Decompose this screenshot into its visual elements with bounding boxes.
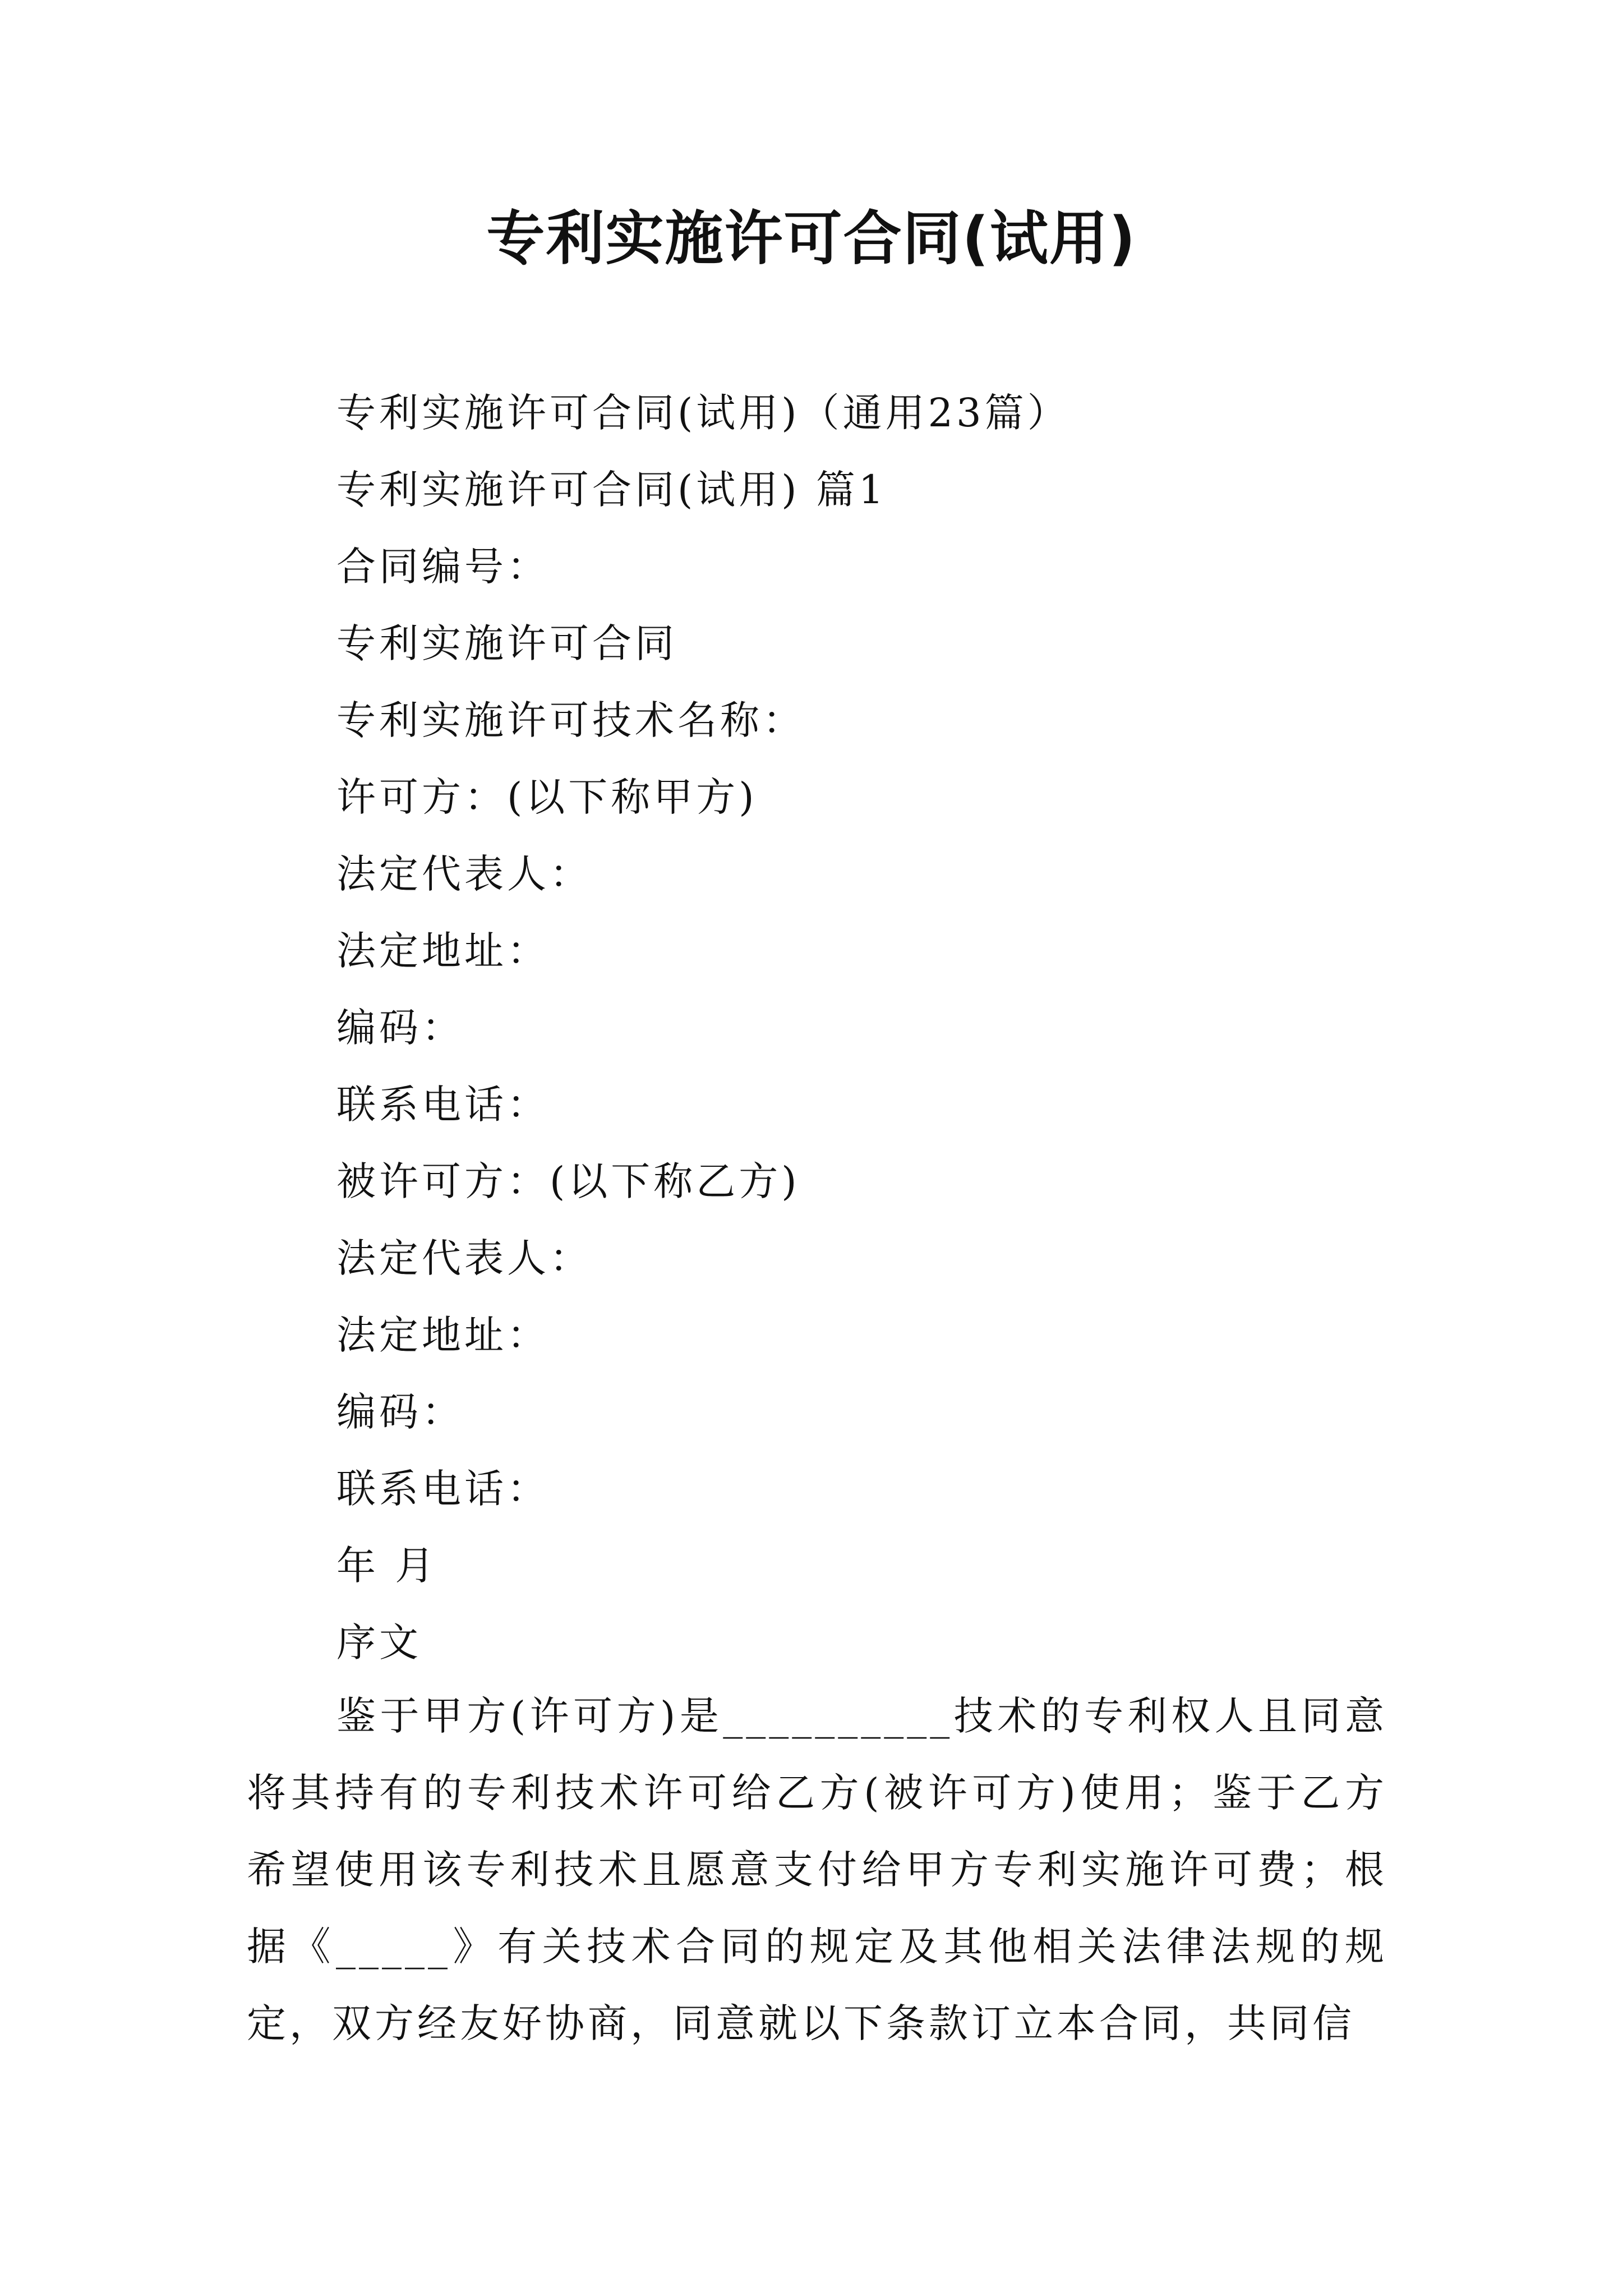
subtitle-line: 专利实施许可合同(试用)（通用23篇）	[336, 390, 1070, 436]
preamble-paragraph: 鉴于甲方(许可方)是__________技术的专利权人且同意将其持有的专利技术许可给乙方(被许可方)使用；鉴于乙方希望使用该专利技术且愿意支付给甲方专利实施许可费；根据《_____》有关技术合同的规定及其他相关法律法规的规定，双方经友好协商，同意就以下条款订立本合同，共同信	[247, 1693, 1387, 2046]
licensor-phone-label: 联系电话：	[336, 1082, 550, 1128]
technology-name-label: 专利实施许可技术名称：	[336, 697, 805, 743]
licensor-label: 许可方：(以下称甲方)	[336, 774, 758, 820]
contract-number-label: 合同编号：	[336, 544, 550, 590]
licensor-address-label: 法定地址：	[336, 928, 550, 974]
licensee-label: 被许可方：(以下称乙方)	[336, 1158, 800, 1204]
section-heading: 专利实施许可合同(试用) 篇1	[336, 467, 887, 513]
licensee-address-label: 法定地址：	[336, 1312, 550, 1358]
licensee-phone-label: 联系电话：	[336, 1466, 550, 1512]
licensor-representative-label: 法定代表人：	[336, 851, 592, 897]
licensee-code-label: 编码：	[336, 1389, 464, 1435]
document-lines	[336, 375, 1402, 1681]
licensee-representative-label: 法定代表人：	[336, 1235, 592, 1281]
preface-heading: 序文	[336, 1619, 422, 1665]
date-line: 年 月	[336, 1543, 438, 1589]
licensor-code-label: 编码：	[336, 1005, 464, 1051]
contract-name-line: 专利实施许可合同	[336, 620, 677, 666]
document-title: 专利实施许可合同(试用)	[486, 204, 1137, 273]
